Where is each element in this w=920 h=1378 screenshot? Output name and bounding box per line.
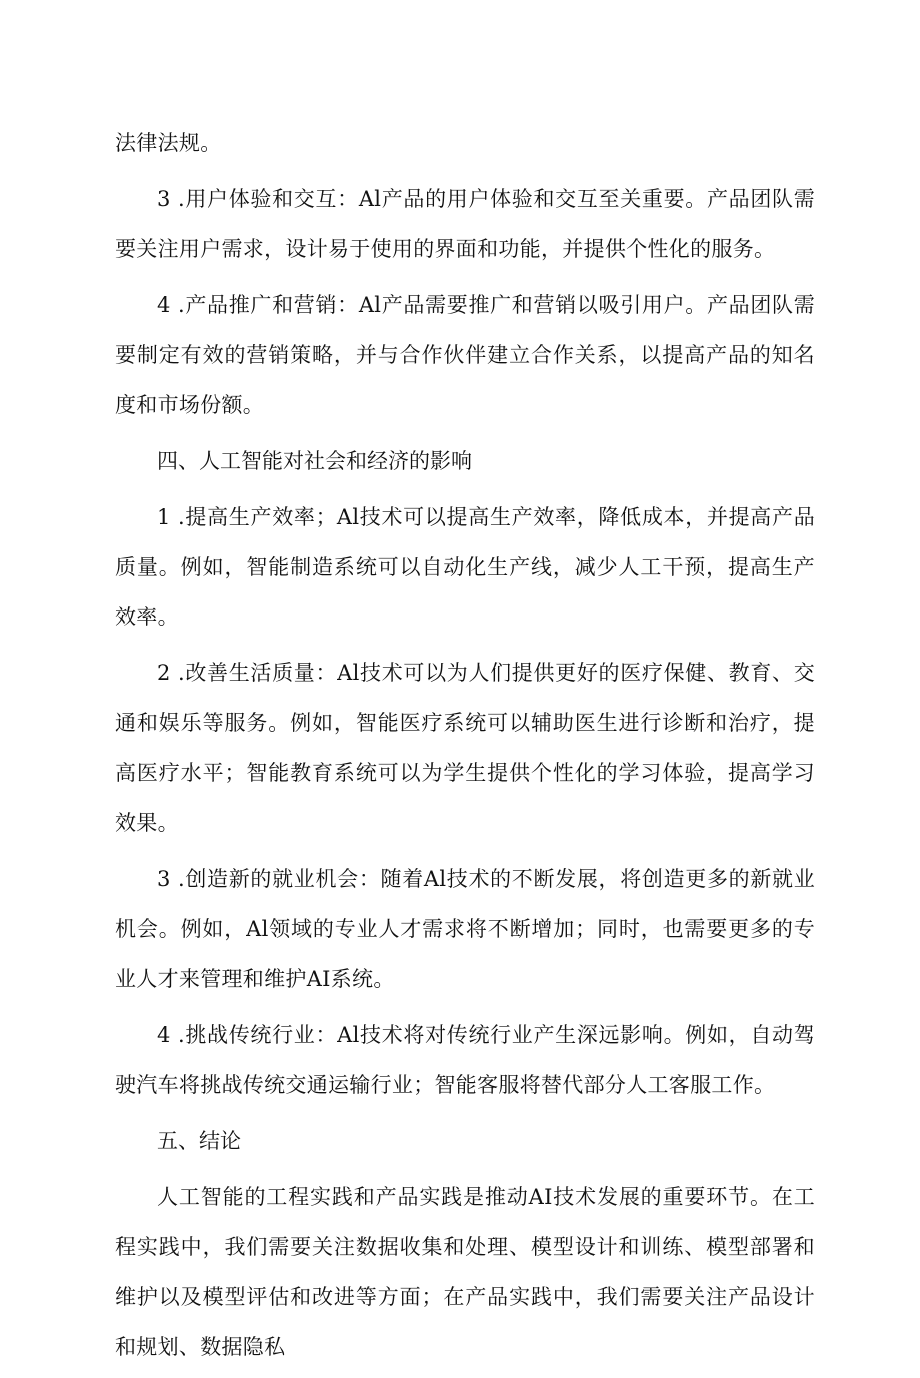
list-item-productivity: 1 .提高生产效率；Al技术可以提高生产效率，降低成本，并提高产品质量。例如，智能制造系统可以自动化生产线，减少人工干预，提高生产效率。 (115, 505, 815, 629)
section-heading-social-economic-impact: 四、人工智能对社会和经济的影响 (157, 449, 472, 473)
document-body (115, 118, 815, 1378)
paragraph-continuation: 法律法规。 (115, 131, 222, 155)
paragraph-conclusion: 人工智能的工程实践和产品实践是推动AI技术发展的重要环节。在工程实践中，我们需要关注数据收集和处理、模型设计和训练、模型部署和维护以及模型评估和改进等方面；在产品实践中，我们需要关注产品设计和规划、数据隐私 (115, 1185, 815, 1359)
list-item-traditional-industries: 4 .挑战传统行业：Al技术将对传统行业产生深远影响。例如，自动驾驶汽车将挑战传统交通运输行业；智能客服将替代部分人工客服工作。 (115, 1023, 815, 1097)
list-item-quality-of-life: 2 .改善生活质量：Al技术可以为人们提供更好的医疗保健、教育、交通和娱乐等服务。例如，智能医疗系统可以辅助医生进行诊断和治疗，提高医疗水平；智能教育系统可以为学生提供个性化的学习体验，提高学习效果。 (115, 661, 815, 835)
section-heading-conclusion: 五、结论 (157, 1129, 241, 1153)
list-item-user-experience: 3 .用户体验和交互：Al产品的用户体验和交互至关重要。产品团队需要关注用户需求，设计易于使用的界面和功能，并提供个性化的服务。 (115, 187, 815, 261)
list-item-employment: 3 .创造新的就业机会：随着Al技术的不断发展，将创造更多的新就业机会。例如，Al领域的专业人才需求将不断增加；同时，也需要更多的专业人才来管理和维护AI系统。 (115, 867, 815, 991)
list-item-promotion-marketing: 4 .产品推广和营销：Al产品需要推广和营销以吸引用户。产品团队需要制定有效的营销策略，并与合作伙伴建立合作关系，以提高产品的知名度和市场份额。 (115, 293, 815, 417)
